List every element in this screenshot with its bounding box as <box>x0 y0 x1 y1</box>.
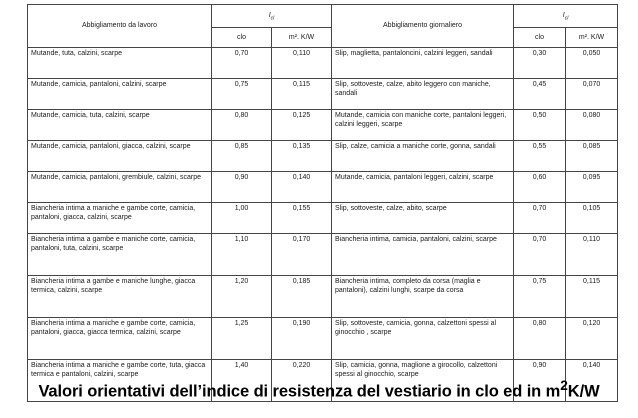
work-clothing-header: Abbigliamento da lavoro <box>28 5 212 48</box>
work-clothing-cell: Biancheria intima a gambe e maniche corte, camicia, pantaloni, tuta, calzini, scarpe <box>28 234 212 276</box>
work-si-cell: 0,135 <box>272 141 332 172</box>
daily-clo-cell: 0,30 <box>514 48 566 79</box>
daily-clo-cell: 0,75 <box>514 276 566 318</box>
work-clo-cell: 0,85 <box>212 141 272 172</box>
table-row <box>28 79 618 110</box>
daily-si-cell: 0,140 <box>566 360 618 402</box>
work-clothing-cell: Mutande, camicia, pantaloni, calzini, scarpe <box>28 79 212 110</box>
unit-clo-header: clo <box>514 28 566 48</box>
daily-clothing-cell: Mutande, camicia, pantaloni leggeri, calzini, scarpe <box>332 172 514 203</box>
work-si-cell: 0,110 <box>272 48 332 79</box>
work-si-cell: 0,155 <box>272 203 332 234</box>
clothing-insulation-table-sheet <box>27 4 617 379</box>
work-clothing-cell: Mutande, tuta, calzini, scarpe <box>28 48 212 79</box>
daily-si-cell: 0,085 <box>566 141 618 172</box>
table-row <box>28 234 618 276</box>
daily-clothing-cell: Slip, calze, camicia a maniche corte, gonna, sandali <box>332 141 514 172</box>
work-clo-cell: 0,75 <box>212 79 272 110</box>
table-row <box>28 276 618 318</box>
work-clo-cell: 1,20 <box>212 276 272 318</box>
daily-si-cell: 0,050 <box>566 48 618 79</box>
daily-si-cell: 0,110 <box>566 234 618 276</box>
work-clo-cell: 0,70 <box>212 48 272 79</box>
daily-clothing-cell: Biancheria intima, completo da corsa (maglia e pantaloni), calzini lunghi, scarpe da corsa <box>332 276 514 318</box>
ic-symbol: $I_{cl}$ <box>562 11 569 21</box>
work-clothing-cell: Mutande, camicia, pantaloni, grembiule, calzini, scarpe <box>28 172 212 203</box>
daily-clo-cell: 0,45 <box>514 79 566 110</box>
work-clothing-cell: Biancheria intima a maniche e gambe corte, camicia, pantaloni, giacca, giacca termica, calzini, scarpe <box>28 318 212 360</box>
daily-clothing-header: Abbigliamento giornaliero <box>332 5 514 48</box>
daily-si-cell: 0,105 <box>566 203 618 234</box>
work-clothing-cell: Biancheria intima a maniche e gambe corte, tuta, giacca termica e pantaloni, calzini, scarpe <box>28 360 212 402</box>
work-clothing-cell: Mutande, camicia, pantaloni, giacca, calzini, scarpe <box>28 141 212 172</box>
daily-clothing-cell: Slip, sottoveste, calze, abito leggero con maniche, sandali <box>332 79 514 110</box>
daily-si-cell: 0,070 <box>566 79 618 110</box>
header-row-1 <box>28 5 618 28</box>
daily-clothing-cell: Slip, sottoveste, calze, abito, scarpe <box>332 203 514 234</box>
daily-si-cell: 0,080 <box>566 110 618 141</box>
daily-clo-cell: 0,80 <box>514 318 566 360</box>
table-row <box>28 110 618 141</box>
work-si-cell: 0,115 <box>272 79 332 110</box>
work-clothing-cell: Mutande, camicia, tuta, calzini, scarpe <box>28 110 212 141</box>
work-clo-cell: 1,10 <box>212 234 272 276</box>
daily-clothing-cell: Mutande, camicia con maniche corte, pantaloni leggeri, calzini leggeri, scarpe <box>332 110 514 141</box>
work-clo-cell: 0,90 <box>212 172 272 203</box>
daily-clothing-cell: Slip, camicia, gonna, maglione a girocollo, calzettoni spessi al ginocchio, scarpe <box>332 360 514 402</box>
table-row <box>28 141 618 172</box>
daily-clothing-cell: Slip, sottoveste, camicia, gonna, calzettoni spessi al ginocchio , scarpe <box>332 318 514 360</box>
work-clo-cell: 1,00 <box>212 203 272 234</box>
work-clo-cell: 1,40 <box>212 360 272 402</box>
work-si-cell: 0,140 <box>272 172 332 203</box>
ic-header-work <box>212 5 332 28</box>
work-si-cell: 0,185 <box>272 276 332 318</box>
caption-superscript: 2 <box>560 378 568 393</box>
daily-clothing-cell: Biancheria intima, camicia, pantaloni, calzini, scarpe <box>332 234 514 276</box>
daily-si-cell: 0,095 <box>566 172 618 203</box>
table-row <box>28 318 618 360</box>
daily-si-cell: 0,120 <box>566 318 618 360</box>
work-si-cell: 0,125 <box>272 110 332 141</box>
daily-clo-cell: 0,70 <box>514 234 566 276</box>
daily-clo-cell: 0,50 <box>514 110 566 141</box>
table-caption: Valori orientativi dell’indice di resistenza del vestiario in clo ed in $m^2K/W$ <box>38 378 600 401</box>
work-si-cell: 0,190 <box>272 318 332 360</box>
daily-clo-cell: 0,60 <box>514 172 566 203</box>
work-clothing-cell: Biancheria intima a maniche e gambe corte, camicia, pantaloni, giacca, calzini, scarpe <box>28 203 212 234</box>
unit-si-header: m². K/W <box>566 28 618 48</box>
work-clothing-cell: Biancheria intima a gambe e maniche lunghe, giacca termica, calzini, scarpe <box>28 276 212 318</box>
work-clo-cell: 1,25 <box>212 318 272 360</box>
unit-clo-header: clo <box>212 28 272 48</box>
work-clo-cell: 0,80 <box>212 110 272 141</box>
daily-clo-cell: 0,55 <box>514 141 566 172</box>
table-row <box>28 48 618 79</box>
daily-si-cell: 0,115 <box>566 276 618 318</box>
table-row <box>28 203 618 234</box>
work-si-cell: 0,170 <box>272 234 332 276</box>
daily-clo-cell: 0,90 <box>514 360 566 402</box>
work-si-cell: 0,220 <box>272 360 332 402</box>
table-row <box>28 172 618 203</box>
unit-si-header: m². K/W <box>272 28 332 48</box>
ic-header-daily <box>514 5 618 28</box>
daily-clothing-cell: Slip, maglietta, pantaloncini, calzini leggeri, sandali <box>332 48 514 79</box>
daily-clo-cell: 0,70 <box>514 203 566 234</box>
ic-symbol: $I_{cl}$ <box>268 11 275 21</box>
clothing-insulation-table <box>27 4 618 402</box>
